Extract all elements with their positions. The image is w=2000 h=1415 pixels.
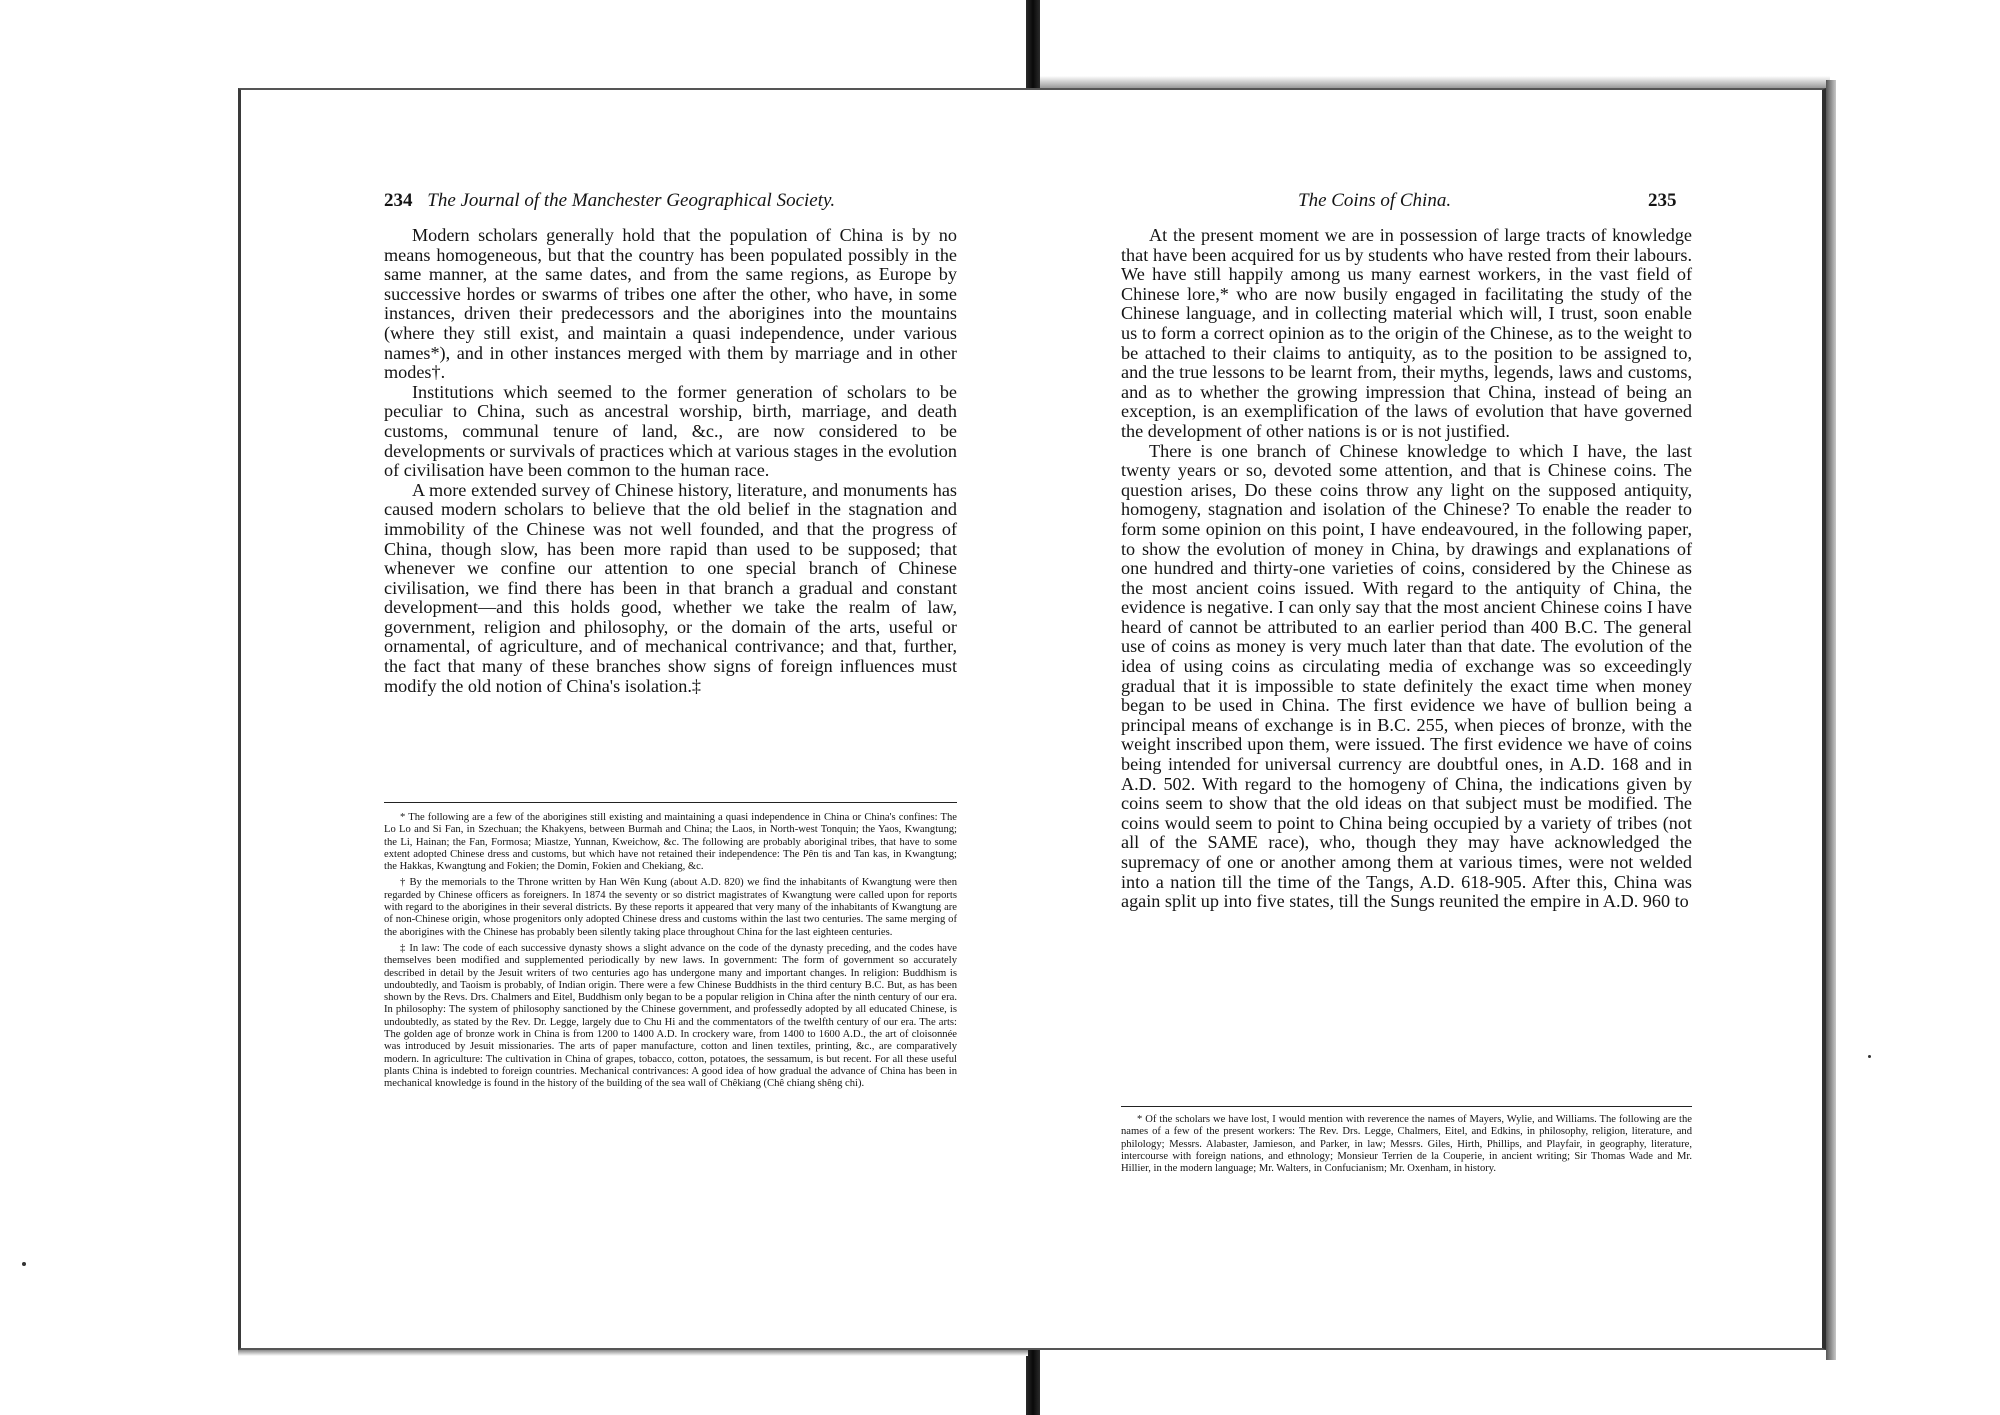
scan-speck [1868, 1055, 1871, 1058]
footnote-rule [1121, 1106, 1692, 1107]
footnote-rule [384, 802, 957, 803]
footnote: † By the memorials to the Throne written by Han Wên Kung (about A.D. 820) we find the inhabitants of Kwangtung were then regarded by Chinese officers as foreigners. In 1874 the seventy or so district magistrates of Kwangtung were called upon for reports with regard to the aborigines in their several districts. By these reports it appeared that very many of the inhabitants of Kwangtung are of non-Chinese origin, whose progenitors only adopted Chinese dress and customs within the last two centuries. The same merging of the aborigines with the Chinese has probably been silently taking place throughout China for the last eighteen centuries. [384, 877, 957, 938]
footnotes-right [1121, 1114, 1692, 1179]
paragraph: There is one branch of Chinese knowledge to which I have, the last twenty years or so, devoted some attention, and that is Chinese coins. The question arises, Do these coins throw any light on the supposed antiquity, homogeny, stagnation and isolation of the Chinese? To enable the reader to form some opinion on this point, I have endeavoured, in the following paper, to show the evolution of money in China, by drawings and explanations of one hundred and thirty-one varieties of coins, considered by the Chinese as the most ancient coins issued. With regard to the antiquity of China, the evidence is negative. I can only say that the most ancient Chinese coins I have heard of cannot be attributed to an earlier period than 400 B.C. The general use of coins as money is very much later than that date. The evolution of the idea of using coins as circulating media of exchange was so exceedingly gradual that it is impossible to state definitely the exact time when money began to be used in China. The first evidence we have of bullion being a principal means of exchange is in B.C. 255, when pieces of bronze, with the weight inscribed upon them, were issued. The first evidence we have of coins being intended for universal currency are doubtful ones, in A.D. 168 and in A.D. 502. With regard to the homogeny of China, the indications given by coins seem to show that the old ideas on that subject must be modified. The coins would seem to point to China being occupied by a variety of tribes (not all of the SAME race), who, though they may have acknowledged the supremacy of one or another among them at various times, were not welded into a nation till the time of the Tangs, A.D. 618-905. After this, China was again split up into five states, till the Sungs reunited the empire in A.D. 960 to [1121, 440, 1692, 912]
page-top-shadow [1040, 76, 1830, 88]
page-number-right: 235 [1648, 190, 1677, 211]
footnote: * The following are a few of the aborigines still existing and maintaining a quasi independence in China or China's confines: The Lo Lo and Si Fan, in Szechuan; the Khakyens, between Burmah and China; the Laos, in North-west Tonquin; the Yaos, Kwangtung; the Li, Hainan; the Fan, Formosa; Miastze, Yunnan, Kweichow, &c. The following are probably aboriginal tribes, that have to some extent adopted Chinese dress and customs, but which have not retained their independence: The Pên tis and Tan kas, in Kwangtung; the Hakkas, Kwangtung and Fokien; the Domin, Fokien and Chekiang, &c. [384, 812, 957, 873]
article-title: The Coins of China. [1298, 190, 1452, 211]
journal-title: The Journal of the Manchester Geographical Society. [427, 190, 836, 211]
scan-speck [22, 1262, 26, 1266]
paragraph: Modern scholars generally hold that the population of China is by no means homogeneous, but that the country has been populated possibly in the same manner, at the same dates, and from the same regions, as Europe by successive hordes or swarms of tribes one after the other, who have, in some instances, driven their predecessors and the aborigines into the mountains (where they still exist, and maintain a quasi independence, under various names*), and in other instances merged with them by marriage and in other modes†. [384, 225, 957, 383]
page-edge-shadow [1826, 80, 1836, 1360]
footnote: ‡ In law: The code of each successive dynasty shows a slight advance on the code of the dynasty preceding, and the codes have themselves been modified and supplemented periodically by new laws. In government: The form of government so accurately described in detail by the Jesuit writers of two centuries ago has undergone many and important changes. In religion: Buddhism is undoubtedly, and Taoism is probably, of Indian origin. There were a few Chinese Buddhists in the third century B.C. But, as has been shown by the Revs. Drs. Chalmers and Eitel, Buddhism only began to be a popular religion in China after the ninth century of our era. In philosophy: The system of philosophy sanctioned by the Chinese government, and professedly adopted by all educated Chinese, is undoubtedly, as stated by the Rev. Dr. Legge, largely due to Chu Hi and the commentators of the twelfth century of our era. The arts: The golden age of bronze work in China is from 1200 to 1400 A.D. In crockery ware, from 1400 to 1600 A.D., the art of cloisonnée was introduced by Jesuit missionaries. The arts of paper manufacture, cotton and linen textiles, printing, &c., are comparatively modern. In agriculture: The cultivation in China of grapes, tobacco, cotton, potatoes, the sessamum, is but recent. For all these useful plants China is indebted to foreign countries. Mechanical contrivances: A good idea of how gradual the advance of China has been in mechanical knowledge is found in the history of the building of the sea wall of Chêkiang (Chê chiang shêng chi). [384, 942, 957, 1090]
running-head-left [384, 190, 835, 212]
paragraph: At the present moment we are in possession of large tracts of knowledge that have been acquired for us by students who have rested from their labours. We have still happily among us many earnest workers, in the vast field of Chinese lore,* who are now busily engaged in facilitating the study of the Chinese language, and in collecting material which will, I trust, soon enable us to form a correct opinion as to the origin of the Chinese, as to the weight to be attached to their claims to antiquity, as to the position to be assigned to, and the true lessons to be learnt from, their myths, legends, laws and customs, and as to whether the growing impression that China, instead of being an exception, is an exemplification of the laws of evolution that have governed the development of other nations is or is not justified. [1121, 225, 1692, 441]
footnote: * Of the scholars we have lost, I would mention with reverence the names of Mayers, Wylie, and Williams. The following are the names of a few of the present workers: The Rev. Drs. Legge, Chalmers, Eitel, and Edkins, in philosophy, religion, literature, and philology; Messrs. Alabaster, Jamieson, and Parker, in law; Messrs. Giles, Hirth, Phillips, and Playfair, in geography, literature, intercourse with foreign nations, and ethnology; Monsieur Terrien de la Couperie, in ancient writing; Sir Thomas Wade and Mr. Hillier, in the modern language; Mr. Walters, in Confucianism; Mr. Oxenham, in history. [1121, 1114, 1692, 1175]
left-page [238, 88, 1036, 1350]
right-page [1036, 88, 1826, 1350]
paragraph: A more extended survey of Chinese history, literature, and monuments has caused modern scholars to believe that the old belief in the stagnation and immobility of the Chinese was not well founded, and that the progress of China, though slow, has been more rapid than used to be supposed; that whenever we confine our attention to one special branch of Chinese civilisation, we find there has been in that branch a gradual and constant development—and this holds good, whether we take the realm of law, government, religion and philosophy, or the domain of the arts, useful or ornamental, of agriculture, and of mechanical contrivance; and that, further, the fact that many of these branches show signs of foreign influences must modify the old notion of China's isolation.‡ [384, 479, 957, 696]
page-bottom-shadow [238, 1350, 1028, 1356]
footnotes-left [384, 812, 957, 1095]
left-body-text [384, 226, 957, 696]
right-body-text [1121, 226, 1692, 912]
page-number-left: 234 [384, 190, 413, 211]
paragraph: Institutions which seemed to the former generation of scholars to be peculiar to China, such as ancestral worship, birth, marriage, and death customs, communal tenure of land, &c., are now considered to be developments or survivals of practices which at various stages in the evolution of civilisation have been common to the human race. [384, 381, 957, 481]
